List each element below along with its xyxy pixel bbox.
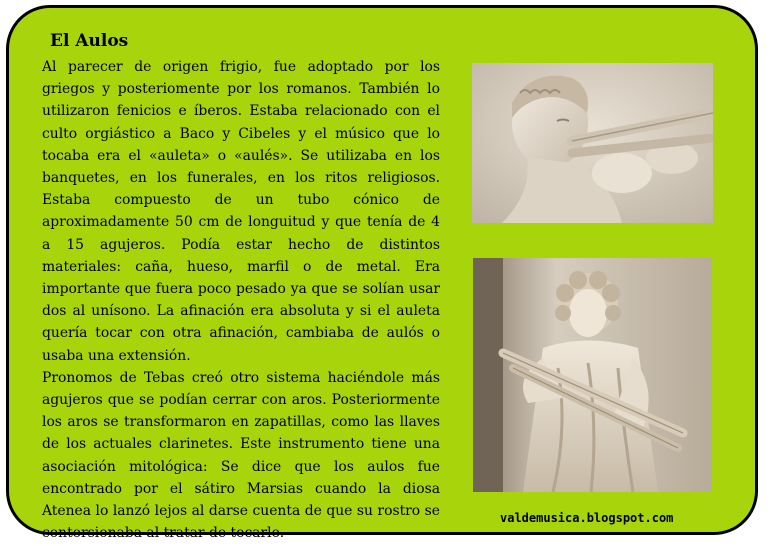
article-body xyxy=(42,56,440,544)
footer-blog-url[interactable]: valdemusica.blogspot.com xyxy=(500,511,674,525)
paragraph-origin: Al parecer de origen frigio, fue adoptado por los griegos y posteriomente por los romanos. También lo utilizaron fenicios e íberos. Estaba relacionado con el culto orgiástico a Baco y Cibeles y el músico que lo tocaba era el «auleta» o «aulés». Se utilizaba en los banquetes, en los funerales, en los ritos religiosos. Estaba compuesto de un tubo cónico de aproximadamente 50 cm de longuitud y que tenía de 4 a 15 agujeros. Podía estar hecho de distintos materiales: caña, hueso, marfil o de metal. Era importante que fuera poco pesado ya que se solían usar dos al unísono. La afinación era absoluta y si el auleta quería tocar con otra afinación, cambiaba de aulós o usaba una extensión. xyxy=(42,59,440,364)
page-title: El Aulos xyxy=(50,31,129,51)
statue-aulos-player-photo xyxy=(473,258,712,492)
relief-aulos-player-photo xyxy=(472,63,713,223)
paragraph-pronomos: Pronomos de Tebas creó otro sistema haciéndole más agujeros que se podían cerrar con aros. Posteriormente los aros se transformaron en zapatillas, como las llaves de los actuales clarinetes. Este instrumento tiene una asociación mitológica: Se dice que los aulos fue encontrado por el sátiro Marsias cuando la diosa Atenea lo lanzó lejos al darse cuenta de que su rostro se contorsionaba al tratar de tocarlo. xyxy=(42,369,440,542)
